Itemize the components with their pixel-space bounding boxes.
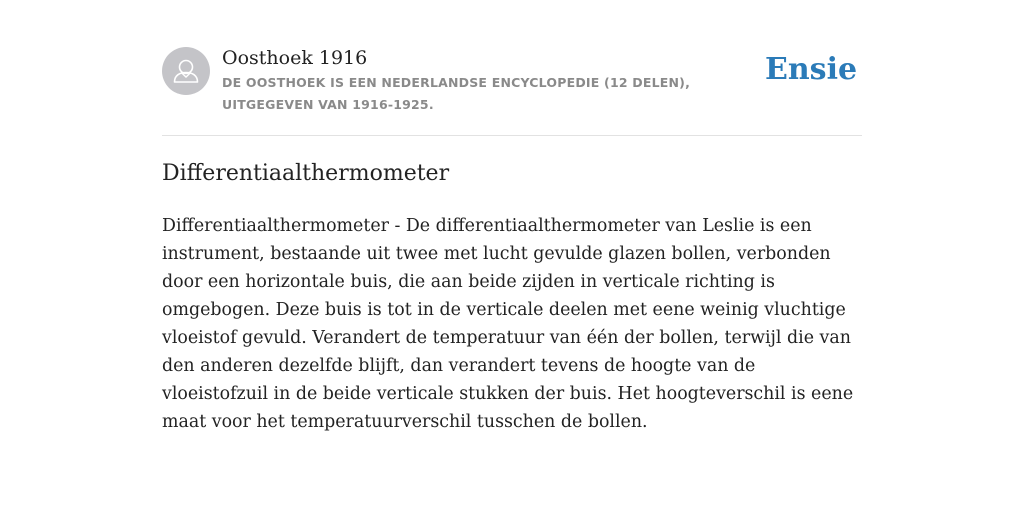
source-name[interactable]: Oosthoek 1916 (222, 47, 368, 69)
source-header (162, 46, 862, 116)
user-avatar-icon (162, 47, 210, 95)
source-description: DE OOSTHOEK IS EEN NEDERLANDSE ENCYCLOPEDIE (12 DELEN), UITGEGEVEN VAN 1916-1925. (222, 75, 691, 112)
article-body: Differentiaalthermometer - De differentiaalthermometer van Leslie is een instrument, bestaande uit twee met lucht gevulde glazen bollen, verbonden door een horizontale buis, die aan beide zijden in verticale richting is omgebogen. Deze buis is tot in de verticale deelen met eene weinig vluchtige vloeistof gevuld. Verandert de temperatuur van één der bollen, terwijl die van den anderen dezelfde blijft, dan verandert tevens de hoogte van de vloeistofzuil in de beide verticale stukken der buis. Het hoogteverschil is eene maat voor het temperatuurverschil tusschen de bollen. (162, 216, 854, 432)
header-divider (162, 135, 862, 136)
article-title: Differentiaalthermometer (162, 161, 450, 186)
ensie-logo-link[interactable]: Ensie (765, 52, 858, 87)
